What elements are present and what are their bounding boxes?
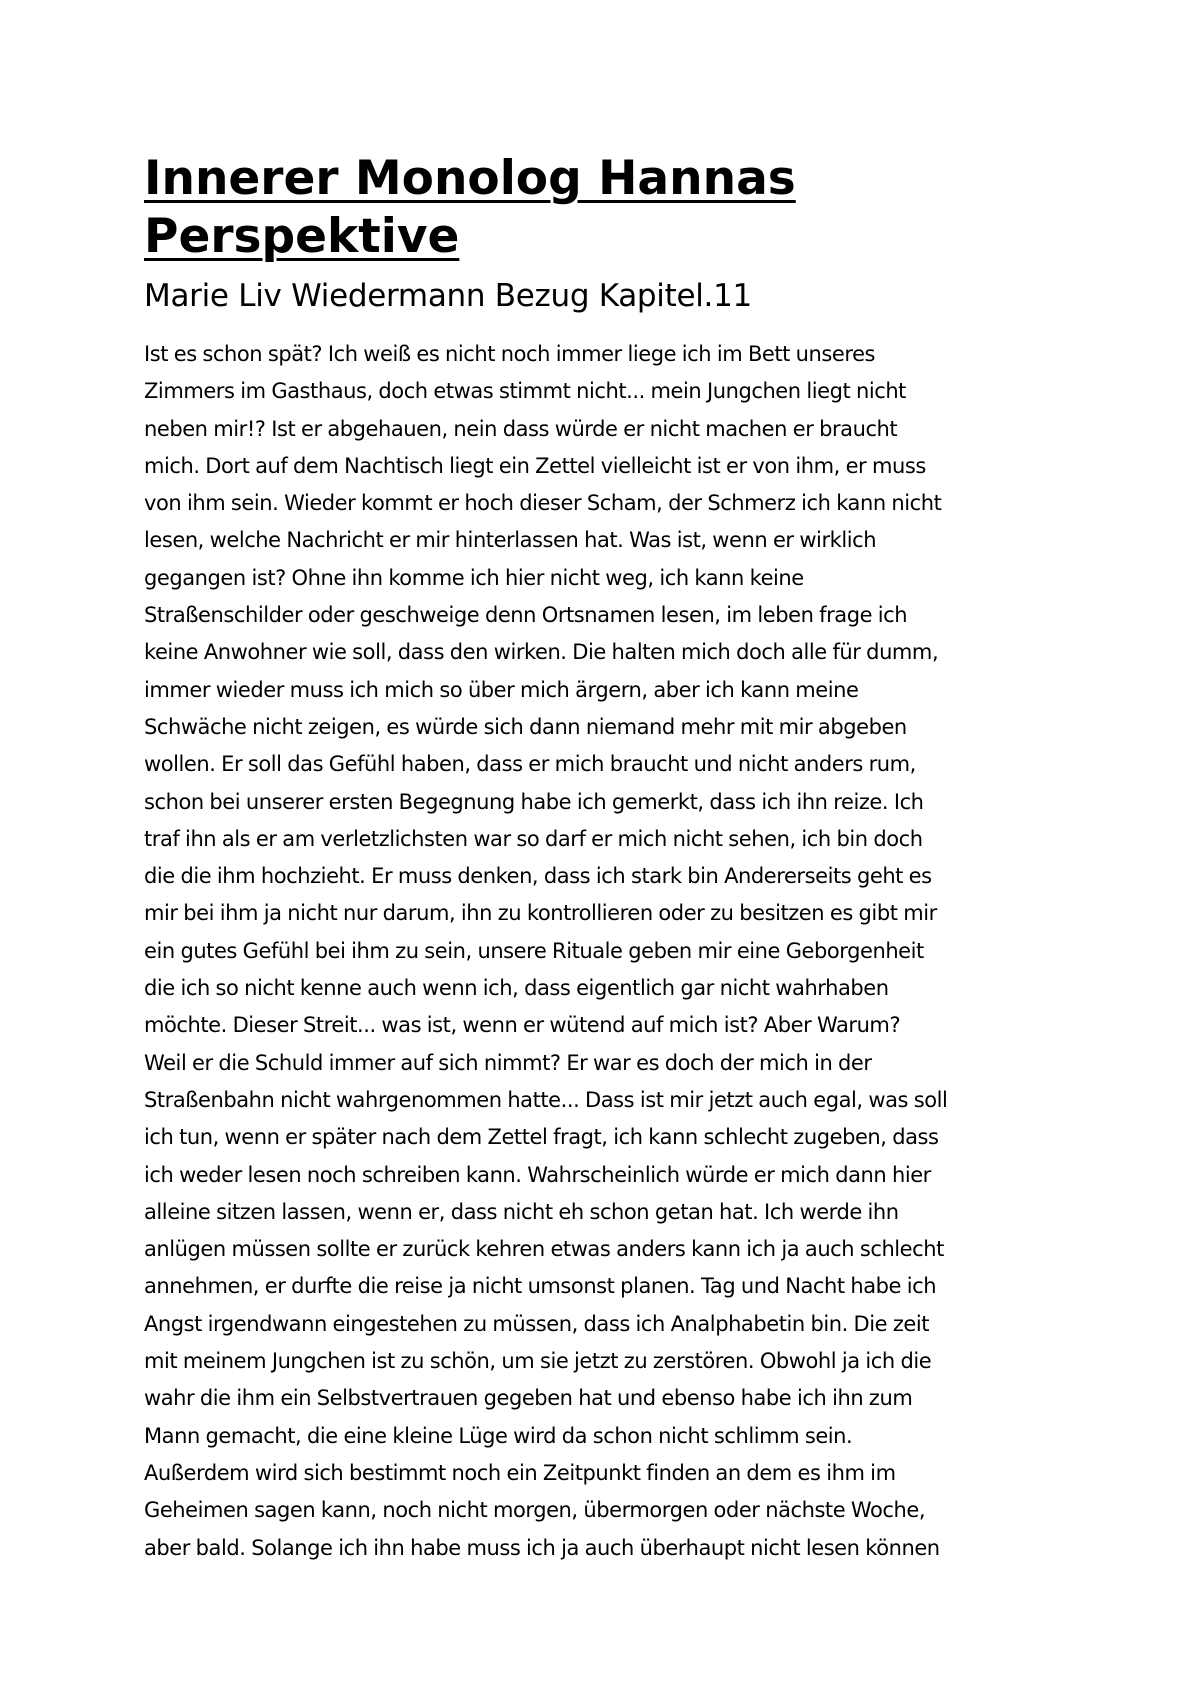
body-line: von ihm sein. Wieder kommt er hoch dieser Scham, der Schmerz ich kann nicht — [144, 491, 942, 516]
body-line: Zimmers im Gasthaus, doch etwas stimmt nicht... mein Jungchen liegt nicht — [144, 379, 906, 404]
body-line: gegangen ist? Ohne ihn komme ich hier nicht weg, ich kann keine — [144, 565, 804, 590]
body-line: Angst irgendwann eingestehen zu müssen, dass ich Analphabetin bin. Die zeit — [144, 1311, 930, 1336]
body-line: ich weder lesen noch schreiben kann. Wahrscheinlich würde er mich dann hier — [144, 1162, 931, 1187]
body-line: anlügen müssen sollte er zurück kehren etwas anders kann ich ja auch schlecht — [144, 1237, 944, 1262]
body-line: immer wieder muss ich mich so über mich ärgern, aber ich kann meine — [144, 677, 859, 702]
document-content — [144, 150, 1064, 1567]
body-line: Straßenbahn nicht wahrgenommen hatte... Dass ist mir jetzt auch egal, was soll — [144, 1087, 948, 1112]
body-line: möchte. Dieser Streit... was ist, wenn er wütend auf mich ist? Aber Warum? — [144, 1013, 901, 1038]
body-line: traf ihn als er am verletzlichsten war so darf er mich nicht sehen, ich bin doch — [144, 826, 923, 851]
body-line: Außerdem wird sich bestimmt noch ein Zeitpunkt finden an dem es ihm im — [144, 1460, 896, 1485]
body-line: schon bei unserer ersten Begegnung habe ich gemerkt, dass ich ihn reize. Ich — [144, 789, 924, 814]
body-line: Schwäche nicht zeigen, es würde sich dann niemand mehr mit mir abgeben — [144, 714, 907, 739]
title-line: Innerer Monolog Hannas — [144, 151, 796, 206]
body-line: wollen. Er soll das Gefühl haben, dass er mich braucht und nicht anders rum, — [144, 752, 916, 777]
body-line: ich tun, wenn er später nach dem Zettel fragt, ich kann schlecht zugeben, dass — [144, 1125, 939, 1150]
document-subtitle: Marie Liv Wiedermann Bezug Kapitel.11 — [144, 278, 752, 314]
body-line: Geheimen sagen kann, noch nicht morgen, übermorgen oder nächste Woche, — [144, 1498, 926, 1523]
body-line: die ich so nicht kenne auch wenn ich, dass eigentlich gar nicht wahrhaben — [144, 976, 889, 1001]
body-line: wahr die ihm ein Selbstvertrauen gegeben hat und ebenso habe ich ihn zum — [144, 1386, 913, 1411]
body-line: alleine sitzen lassen, wenn er, dass nicht eh schon getan hat. Ich werde ihn — [144, 1199, 899, 1224]
body-line: neben mir!? Ist er abgehauen, nein dass würde er nicht machen er braucht — [144, 416, 898, 441]
body-line: lesen, welche Nachricht er mir hinterlassen hat. Was ist, wenn er wirklich — [144, 528, 877, 553]
body-line: mit meinem Jungchen ist zu schön, um sie jetzt zu zerstören. Obwohl ja ich die — [144, 1349, 932, 1374]
body-line: ein gutes Gefühl bei ihm zu sein, unsere Rituale geben mir eine Geborgenheit — [144, 938, 924, 963]
body-line: Mann gemacht, die eine kleine Lüge wird da schon nicht schlimm sein. — [144, 1423, 853, 1448]
document-title — [144, 150, 1064, 266]
body-line: annehmen, er durfte die reise ja nicht umsonst planen. Tag und Nacht habe ich — [144, 1274, 937, 1299]
body-line: Ist es schon spät? Ich weiß es nicht noch immer liege ich im Bett unseres — [144, 342, 876, 366]
body-line: Straßenschilder oder geschweige denn Ortsnamen lesen, im leben frage ich — [144, 603, 908, 628]
body-line: Weil er die Schuld immer auf sich nimmt? Er war es doch der mich in der — [144, 1050, 872, 1075]
body-line: keine Anwohner wie soll, dass den wirken. Die halten mich doch alle für dumm, — [144, 640, 939, 665]
title-line: Perspektive — [144, 209, 460, 264]
body-paragraph — [144, 336, 1064, 1567]
body-line: die die ihm hochzieht. Er muss denken, dass ich stark bin Andererseits geht es — [144, 864, 932, 889]
body-line: mir bei ihm ja nicht nur darum, ihn zu kontrollieren oder zu besitzen es gibt mir — [144, 901, 937, 926]
body-line: aber bald. Solange ich ihn habe muss ich ja auch überhaupt nicht lesen können — [144, 1535, 940, 1560]
body-line: mich. Dort auf dem Nachtisch liegt ein Zettel vielleicht ist er von ihm, er muss — [144, 453, 926, 478]
